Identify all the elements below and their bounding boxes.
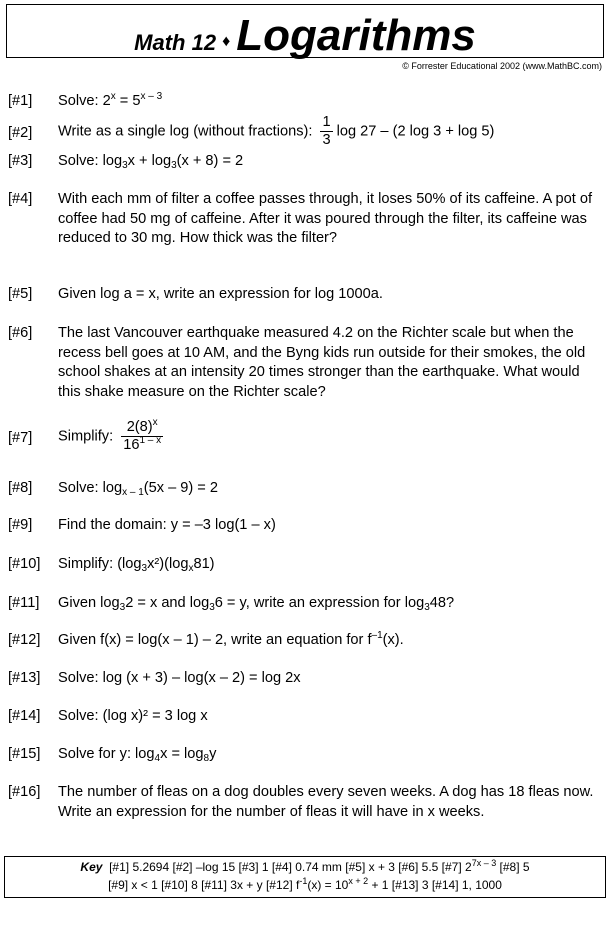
answer-key xyxy=(4,856,606,898)
problem-text xyxy=(58,479,603,499)
text-span: 16 xyxy=(123,437,140,453)
text-span: log 27 – (2 log 3 + log 5) xyxy=(336,123,495,140)
problem-text xyxy=(58,594,603,614)
problem-number: [#16] xyxy=(8,784,41,800)
problem-text xyxy=(58,114,603,149)
problem-number: [#13] xyxy=(8,670,41,686)
exponent: -1 xyxy=(299,876,308,886)
subscript: 3 xyxy=(122,160,128,171)
fraction xyxy=(320,114,332,149)
subscript: 3 xyxy=(424,602,430,613)
text-span: [#1] 5.2694 [#2] –log 15 [#3] 1 [#4] 0.74 mm [#5] x + 3 [#6] 5.5 [#7] 2 xyxy=(109,860,472,874)
text-span: 6 = y, write an expression for log xyxy=(214,595,425,611)
text-span: y xyxy=(209,746,217,762)
key-label: Key xyxy=(80,860,103,874)
problem-text xyxy=(58,419,603,454)
problem-number: [#3] xyxy=(8,153,33,169)
text-span: Write as a single log (without fractions): xyxy=(58,123,313,140)
text-span: 2(8) xyxy=(126,419,153,435)
title-box xyxy=(6,4,604,58)
problem-number: [#2] xyxy=(8,125,33,141)
problem-number: [#9] xyxy=(8,517,33,533)
problem-number: [#1] xyxy=(8,93,33,109)
exponent: 1 – x xyxy=(139,435,162,446)
problem-number: [#12] xyxy=(8,632,41,648)
subscript: 3 xyxy=(209,602,215,613)
text-span: + 1 [#13] 3 [#14] 1, 1000 xyxy=(368,878,502,892)
exponent: x xyxy=(152,417,158,428)
problem-text: Solve: log (x + 3) – log(x – 2) = log 2x xyxy=(58,670,301,686)
numerator xyxy=(121,419,163,436)
text-span: (x + 8) = 2 xyxy=(176,153,244,169)
numerator: 1 xyxy=(322,114,331,130)
course-label: Math 12 xyxy=(134,30,217,55)
text-span: x = log xyxy=(160,746,204,762)
problem-text xyxy=(58,745,603,765)
exponent: x + 2 xyxy=(348,876,369,886)
subscript: x – 1 xyxy=(122,487,144,498)
problem-text: Solve: (log x)² = 3 log x xyxy=(58,708,208,724)
text-span: Given f(x) = log(x – 1) – 2, write an equation for f xyxy=(58,632,372,648)
exponent: x – 3 xyxy=(140,91,163,102)
text-span: Simplify: (log xyxy=(58,556,142,572)
text-span: (x). xyxy=(382,632,404,648)
problem-number: [#5] xyxy=(8,286,33,302)
page-title: Logarithms xyxy=(236,11,476,60)
problem-text xyxy=(58,555,603,575)
diamond-icon: ♦ xyxy=(222,33,231,50)
text-span: Given log xyxy=(58,595,120,611)
problem-text: The number of fleas on a dog doubles every seven weeks. A dog has 18 fleas now. Write an expression for the number of fleas it will have in x weeks. xyxy=(58,784,594,820)
subscript: x xyxy=(188,563,194,574)
subscript: 8 xyxy=(203,753,210,764)
problem-text: Find the domain: y = –3 log(1 – x) xyxy=(58,517,276,533)
problem-text xyxy=(58,631,603,651)
text-span: (x) = 10 xyxy=(307,878,349,892)
exponent: 7x – 3 xyxy=(471,858,497,868)
title-row xyxy=(7,11,603,61)
problem-number: [#11] xyxy=(8,595,40,611)
copyright-notice: © Forrester Educational 2002 (www.MathBC.com) xyxy=(402,61,602,71)
exponent: x xyxy=(110,91,116,102)
text-span: Solve: log xyxy=(58,153,123,169)
problem-text: The last Vancouver earthquake measured 4.2 on the Richter scale but when the recess bell goes at 10 AM, and the Byng kids run outside for their smokes, the old school shakes at an intensity 20 times stronger than the earthquake. What would this shake measure on the Richter scale? xyxy=(58,325,586,400)
text-span: 81) xyxy=(193,556,215,572)
answer-key-line-2 xyxy=(5,877,605,894)
problem-number: [#15] xyxy=(8,746,41,762)
subscript: 3 xyxy=(119,602,126,613)
text-span: = 5 xyxy=(115,93,141,109)
text-span: Solve: 2 xyxy=(58,93,111,109)
denominator xyxy=(121,436,163,454)
denominator: 3 xyxy=(322,132,331,148)
subscript: 4 xyxy=(154,753,161,764)
text-span: x + log xyxy=(127,153,172,169)
text-span: 48? xyxy=(429,595,455,611)
text-span: Solve: log xyxy=(58,480,123,496)
exponent: –1 xyxy=(371,630,383,641)
problem-number: [#7] xyxy=(8,430,33,446)
subscript: 3 xyxy=(171,160,177,171)
text-span: 2 = x and log xyxy=(125,595,210,611)
problem-text xyxy=(58,152,603,172)
problem-number: [#6] xyxy=(8,325,33,341)
text-span: [#9] x < 1 [#10] 8 [#11] 3x + y [#12] f xyxy=(108,878,300,892)
problem-number: [#8] xyxy=(8,480,33,496)
text-span: [#8] 5 xyxy=(496,860,530,874)
problem-number: [#14] xyxy=(8,708,41,724)
fraction xyxy=(121,419,163,454)
problem-number: [#4] xyxy=(8,191,33,207)
text-span: Solve for y: log xyxy=(58,746,155,762)
text-span: (5x – 9) = 2 xyxy=(143,480,219,496)
text-span: Simplify: xyxy=(58,428,114,445)
problem-text xyxy=(58,92,603,112)
problem-text: With each mm of filter a coffee passes through, it loses 50% of its caffeine. A pot of coffee had 50 mg of caffeine. After it was poured through the filter, its caffeine was reduced to 30 mg. How thick was the filter? xyxy=(58,191,593,246)
problem-number: [#10] xyxy=(8,556,41,572)
text-span: x²)(log xyxy=(147,556,189,572)
subscript: 3 xyxy=(141,563,148,574)
problem-text: Given log a = x, write an expression for log 1000a. xyxy=(58,286,383,302)
answer-key-line-1 xyxy=(5,859,605,876)
